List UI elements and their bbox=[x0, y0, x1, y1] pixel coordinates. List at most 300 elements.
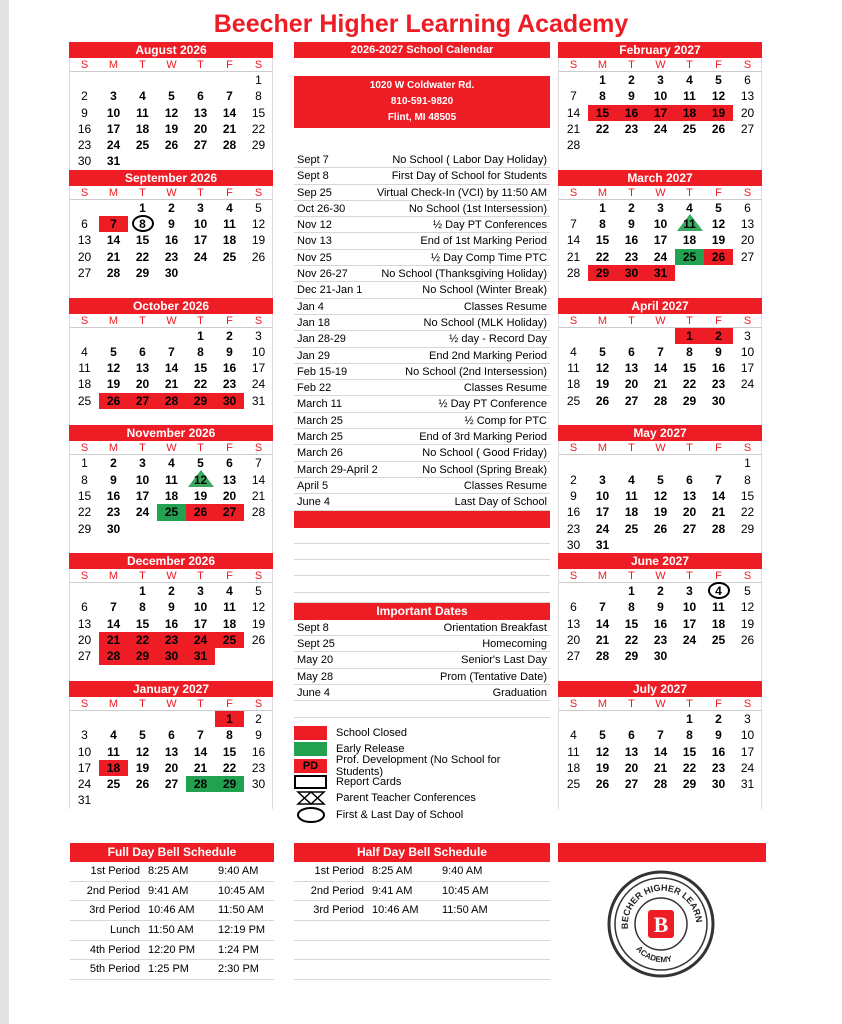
calendar-day: 13 bbox=[682, 488, 697, 503]
month-calendar bbox=[558, 298, 762, 426]
calendar-day: 1 bbox=[744, 456, 751, 471]
calendar-day: 25 bbox=[157, 504, 186, 520]
calendar-day: 31 bbox=[740, 777, 755, 792]
weekday-label: S bbox=[733, 314, 762, 328]
calendar-day: 8 bbox=[744, 472, 751, 487]
calendar-empty-cell bbox=[99, 328, 128, 344]
calendar-empty-cell bbox=[733, 281, 762, 297]
calendar-day: 25 bbox=[682, 121, 697, 136]
event-row bbox=[294, 478, 550, 494]
period-name: 4th Period bbox=[89, 943, 140, 956]
calendar-day: 25 bbox=[566, 777, 581, 792]
calendar-day: 27 bbox=[740, 121, 755, 136]
calendar-day: 17 bbox=[653, 233, 668, 248]
calendar-day: 4 bbox=[628, 472, 635, 487]
calendar-day: 19 bbox=[135, 760, 150, 775]
calendar-empty-cell bbox=[99, 711, 128, 727]
weekday-label: S bbox=[70, 58, 99, 72]
calendar-day: 24 bbox=[653, 121, 668, 136]
calendar-day: 26 bbox=[711, 121, 726, 136]
calendar-day: 22 bbox=[624, 633, 639, 648]
weekday-label: T bbox=[675, 186, 704, 200]
weekday-label: F bbox=[215, 441, 244, 455]
calendar-day: 10 bbox=[77, 744, 92, 759]
event-date: Feb 15-19 bbox=[297, 365, 348, 378]
weekday-label: M bbox=[99, 186, 128, 200]
calendar-day: 8 bbox=[255, 89, 262, 104]
month-calendar bbox=[69, 170, 273, 298]
event-date: Oct 26-30 bbox=[297, 202, 346, 215]
calendar-day: 8 bbox=[628, 600, 635, 615]
weekday-label: M bbox=[588, 441, 617, 455]
event-description: End of 3rd Marking Period bbox=[419, 431, 547, 444]
weekday-label: S bbox=[244, 569, 273, 583]
calendar-day: 22 bbox=[740, 505, 755, 520]
weekday-label: M bbox=[99, 441, 128, 455]
calendar-day: 1 bbox=[81, 456, 88, 471]
event-description: Classes Resume bbox=[463, 300, 547, 313]
weekday-label: S bbox=[559, 314, 588, 328]
month-heading: February 2027 bbox=[558, 42, 762, 58]
event-description: ½ Comp for PTC bbox=[464, 414, 547, 427]
weekday-label: T bbox=[186, 58, 215, 72]
calendar-empty-cell bbox=[215, 648, 244, 664]
calendar-empty-cell bbox=[675, 455, 704, 471]
calendar-day: 15 bbox=[135, 616, 150, 631]
calendar-day: 27 bbox=[164, 777, 179, 792]
calendar-day: 28 bbox=[566, 265, 581, 280]
calendar-day: 5 bbox=[255, 584, 262, 599]
half-day-bell-schedule bbox=[294, 843, 550, 980]
calendar-day: 16 bbox=[222, 361, 237, 376]
event-row bbox=[294, 364, 550, 380]
calendar-day: 28 bbox=[99, 648, 128, 664]
calendar-day: 13 bbox=[135, 361, 150, 376]
event-description: No School ( Good Friday) bbox=[422, 447, 547, 460]
weekday-label: T bbox=[675, 314, 704, 328]
important-date: June 4 bbox=[297, 686, 331, 699]
calendar-day: 10 bbox=[251, 344, 266, 359]
legend-ptc: Parent Teacher Conferences bbox=[294, 790, 550, 806]
calendar-empty-cell bbox=[733, 409, 762, 425]
period-name: 5th Period bbox=[89, 963, 140, 976]
period-name: 3rd Period bbox=[313, 904, 364, 917]
calendar-day: 2 bbox=[110, 456, 117, 471]
calendar-day: 13 bbox=[624, 744, 639, 759]
weekday-label: S bbox=[244, 186, 273, 200]
weekday-label: T bbox=[186, 441, 215, 455]
calendar-day: 21 bbox=[164, 377, 179, 392]
calendar-empty-cell bbox=[70, 72, 99, 88]
calendar-day: 4 bbox=[686, 200, 693, 215]
calendar-day: 20 bbox=[77, 633, 92, 648]
calendar-day: 6 bbox=[226, 456, 233, 471]
event-row bbox=[294, 168, 550, 184]
calendar-day: 18 bbox=[566, 760, 581, 775]
month-heading: October 2026 bbox=[69, 298, 273, 314]
calendar-day: 10 bbox=[740, 344, 755, 359]
event-row bbox=[294, 494, 550, 510]
calendar-day: 29 bbox=[251, 138, 266, 153]
event-description: Classes Resume bbox=[463, 382, 547, 395]
event-row bbox=[294, 315, 550, 331]
calendar-day: 26 bbox=[595, 393, 610, 408]
weekday-label: T bbox=[617, 569, 646, 583]
calendar-empty-cell bbox=[733, 393, 762, 409]
calendar-empty-cell bbox=[588, 665, 617, 681]
calendar-day: 9 bbox=[570, 488, 577, 503]
calendar-day: 5 bbox=[139, 728, 146, 743]
important-date-description: Homecoming bbox=[482, 638, 547, 651]
important-date-row bbox=[294, 636, 550, 652]
right-calendar-column bbox=[558, 42, 762, 809]
weekday-label: W bbox=[646, 58, 675, 72]
calendar-day: 17 bbox=[135, 488, 150, 503]
event-row bbox=[294, 201, 550, 217]
calendar-empty-cell bbox=[588, 328, 617, 344]
weekday-label: T bbox=[186, 697, 215, 711]
weekday-label: S bbox=[70, 697, 99, 711]
calendar-day: 2 bbox=[704, 328, 733, 344]
calendar-empty-cell bbox=[244, 281, 273, 297]
calendar-day: 6 bbox=[744, 73, 751, 87]
calendar-day: 24 bbox=[106, 138, 121, 153]
calendar-day: 21 bbox=[711, 505, 726, 520]
calendar-day: 16 bbox=[106, 488, 121, 503]
important-date-description: Graduation bbox=[492, 686, 547, 699]
weekday-label: F bbox=[704, 314, 733, 328]
calendar-empty-cell bbox=[128, 792, 157, 808]
weekday-label: M bbox=[99, 58, 128, 72]
weekday-label: S bbox=[244, 441, 273, 455]
bell-row bbox=[70, 960, 274, 980]
calendar-day: 1 bbox=[599, 200, 606, 215]
weekday-label: T bbox=[617, 314, 646, 328]
calendar-day: 20 bbox=[566, 633, 581, 648]
calendar-day: 29 bbox=[77, 521, 92, 536]
calendar-day: 24 bbox=[251, 377, 266, 392]
calendar-day: 22 bbox=[135, 249, 150, 264]
calendar-day: 18 bbox=[675, 105, 704, 121]
weekday-label: M bbox=[588, 697, 617, 711]
weekday-label: T bbox=[128, 186, 157, 200]
calendar-day: 20 bbox=[682, 505, 697, 520]
calendar-day: 23 bbox=[157, 632, 186, 648]
calendar-day: 17 bbox=[740, 744, 755, 759]
calendar-day: 26 bbox=[135, 777, 150, 792]
calendar-day: 11 bbox=[683, 89, 696, 104]
calendar-day: 26 bbox=[595, 777, 610, 792]
calendar-day: 5 bbox=[197, 456, 204, 471]
weekday-label: S bbox=[559, 186, 588, 200]
event-date: Jan 28-29 bbox=[297, 333, 346, 346]
calendar-day: 29 bbox=[682, 777, 697, 792]
weekday-label: T bbox=[675, 569, 704, 583]
important-date: May 28 bbox=[297, 670, 334, 683]
weekday-label: S bbox=[733, 58, 762, 72]
calendar-day: 3 bbox=[599, 472, 606, 487]
calendar-empty-cell bbox=[128, 328, 157, 344]
calendar-day: 9 bbox=[81, 105, 88, 120]
weekday-label: T bbox=[617, 697, 646, 711]
calendar-day: 30 bbox=[617, 265, 646, 281]
calendar-day: 14 bbox=[106, 616, 121, 631]
calendar-day: 22 bbox=[77, 505, 92, 520]
calendar-day: 8 bbox=[128, 216, 157, 232]
month-calendar bbox=[558, 425, 762, 553]
calendar-day: 22 bbox=[682, 760, 697, 775]
weekday-label: M bbox=[588, 314, 617, 328]
calendar-day: 6 bbox=[686, 472, 693, 487]
event-date: Jan 4 bbox=[297, 300, 324, 313]
weekday-label: S bbox=[733, 186, 762, 200]
calendar-day: 17 bbox=[595, 505, 610, 520]
calendar-day: 7 bbox=[657, 728, 664, 743]
event-row bbox=[294, 266, 550, 282]
svg-text:B: B bbox=[653, 912, 669, 937]
event-description: Classes Resume bbox=[463, 479, 547, 492]
calendar-empty-cell bbox=[70, 281, 99, 297]
period-name: 1st Period bbox=[90, 865, 140, 877]
calendar-day: 17 bbox=[106, 121, 121, 136]
calendar-empty-cell bbox=[617, 711, 646, 727]
calendar-empty-cell bbox=[186, 537, 215, 553]
month-calendar bbox=[558, 170, 762, 298]
calendar-day: 7 bbox=[570, 89, 577, 104]
calendar-day: 30 bbox=[106, 521, 121, 536]
month-calendar bbox=[558, 681, 762, 809]
calendar-empty-cell bbox=[559, 583, 588, 599]
calendar-empty-cell bbox=[559, 281, 588, 297]
calendar-empty-cell bbox=[157, 521, 186, 537]
calendar-empty-cell bbox=[646, 153, 675, 169]
event-row bbox=[294, 380, 550, 396]
weekday-label: M bbox=[588, 186, 617, 200]
calendar-day: 12 bbox=[135, 744, 150, 759]
weekday-label: T bbox=[128, 314, 157, 328]
calendar-day: 4 bbox=[139, 89, 146, 104]
calendar-day: 18 bbox=[566, 377, 581, 392]
calendar-day: 1 bbox=[628, 584, 635, 599]
calendar-day: 8 bbox=[686, 344, 693, 359]
calendar-empty-cell bbox=[675, 792, 704, 808]
calendar-day: 15 bbox=[193, 361, 208, 376]
event-row bbox=[294, 462, 550, 478]
calendar-empty-cell bbox=[70, 409, 99, 425]
calendar-day: 7 bbox=[715, 472, 722, 487]
calendar-day: 3 bbox=[110, 89, 117, 104]
calendar-empty-cell bbox=[70, 328, 99, 344]
calendar-day: 19 bbox=[595, 760, 610, 775]
weekday-label: S bbox=[559, 441, 588, 455]
calendar-empty-cell bbox=[704, 137, 733, 153]
calendar-empty-cell bbox=[675, 537, 704, 553]
calendar-day: 13 bbox=[740, 89, 755, 104]
calendar-empty-cell bbox=[215, 72, 244, 88]
weekday-label: T bbox=[186, 186, 215, 200]
calendar-day: 19 bbox=[711, 233, 726, 248]
calendar-day: 12 bbox=[106, 361, 121, 376]
month-heading: May 2027 bbox=[558, 425, 762, 441]
calendar-day: 23 bbox=[624, 121, 639, 136]
weekday-label: W bbox=[157, 58, 186, 72]
calendar-empty-cell bbox=[157, 72, 186, 88]
end-time: 10:45 AM bbox=[442, 884, 489, 897]
calendar-empty-cell bbox=[617, 665, 646, 681]
calendar-day: 6 bbox=[744, 200, 751, 215]
calendar-empty-cell bbox=[646, 665, 675, 681]
calendar-day: 5 bbox=[657, 472, 664, 487]
calendar-day: 14 bbox=[106, 233, 121, 248]
important-date: Sept 8 bbox=[297, 621, 329, 634]
calendar-empty-cell bbox=[733, 665, 762, 681]
calendar-day: 4 bbox=[81, 344, 88, 359]
calendar-day: 27 bbox=[566, 649, 581, 664]
calendar-empty-cell bbox=[646, 137, 675, 153]
calendar-day: 15 bbox=[135, 233, 150, 248]
weekday-label: W bbox=[646, 697, 675, 711]
calendar-empty-cell bbox=[186, 153, 215, 169]
month-calendar bbox=[69, 42, 273, 170]
weekday-label: S bbox=[559, 569, 588, 583]
end-time: 11:50 AM bbox=[218, 904, 264, 917]
calendar-day: 24 bbox=[740, 377, 755, 392]
calendar-day: 12 bbox=[711, 89, 726, 104]
calendar-day: 6 bbox=[570, 600, 577, 615]
calendar-day: 4 bbox=[570, 728, 577, 743]
event-date: Nov 25 bbox=[297, 251, 332, 264]
calendar-day: 8 bbox=[197, 344, 204, 359]
calendar-day: 27 bbox=[740, 249, 755, 264]
calendar-empty-cell bbox=[215, 792, 244, 808]
calendar-day: 16 bbox=[617, 105, 646, 121]
calendar-empty-cell bbox=[215, 537, 244, 553]
calendar-day: 29 bbox=[624, 649, 639, 664]
calendar-day: 1 bbox=[686, 711, 693, 726]
calendar-day: 14 bbox=[595, 616, 610, 631]
weekday-label: F bbox=[215, 697, 244, 711]
calendar-day: 1 bbox=[675, 328, 704, 344]
calendar-empty-cell bbox=[244, 153, 273, 169]
calendar-day: 29 bbox=[128, 648, 157, 664]
weekday-label: W bbox=[646, 314, 675, 328]
calendar-day: 10 bbox=[106, 105, 121, 120]
weekday-label: S bbox=[70, 186, 99, 200]
calendar-empty-cell bbox=[675, 137, 704, 153]
pd-swatch: PD bbox=[294, 759, 327, 773]
weekday-label: F bbox=[704, 569, 733, 583]
event-date: Feb 22 bbox=[297, 382, 332, 395]
calendar-empty-cell bbox=[128, 72, 157, 88]
calendar-day: 22 bbox=[595, 121, 610, 136]
event-description: End 2nd Marking Period bbox=[428, 349, 547, 362]
calendar-day: 20 bbox=[135, 377, 150, 392]
event-date: Jan 29 bbox=[297, 349, 331, 362]
calendar-day: 30 bbox=[653, 649, 668, 664]
calendar-day: 10 bbox=[682, 600, 697, 615]
event-date: Sept 8 bbox=[297, 170, 329, 183]
important-dates-list bbox=[294, 620, 550, 701]
calendar-empty-cell bbox=[157, 665, 186, 681]
calendar-day: 20 bbox=[740, 105, 755, 120]
left-margin-bar bbox=[0, 0, 9, 1024]
calendar-day: 30 bbox=[164, 265, 179, 280]
weekday-label: S bbox=[559, 58, 588, 72]
calendar-empty-cell bbox=[99, 281, 128, 297]
start-time: 8:25 AM bbox=[372, 865, 413, 877]
calendar-day: 28 bbox=[106, 265, 121, 280]
weekday-label: T bbox=[128, 441, 157, 455]
event-description: ½ Day PT Conferences bbox=[432, 219, 547, 232]
calendar-day: 8 bbox=[81, 472, 88, 487]
calendar-day: 14 bbox=[193, 744, 208, 759]
calendar-day: 5 bbox=[599, 344, 606, 359]
calendar-day: 28 bbox=[186, 776, 215, 792]
start-time: 11:50 AM bbox=[148, 924, 194, 937]
calendar-day: 15 bbox=[682, 361, 697, 376]
weekday-label: M bbox=[99, 569, 128, 583]
calendar-empty-cell bbox=[215, 153, 244, 169]
weekday-label: M bbox=[588, 569, 617, 583]
calendar-day: 12 bbox=[740, 600, 755, 615]
calendar-day: 2 bbox=[226, 328, 233, 343]
calendar-empty-cell bbox=[704, 265, 733, 281]
calendar-day: 27 bbox=[624, 393, 639, 408]
calendar-empty-cell bbox=[99, 583, 128, 599]
calendar-empty-cell bbox=[215, 409, 244, 425]
calendar-day: 2 bbox=[570, 472, 577, 487]
calendar-day: 4 bbox=[226, 584, 233, 599]
event-row bbox=[294, 299, 550, 315]
calendar-day: 21 bbox=[566, 249, 581, 264]
calendar-day: 12 bbox=[711, 217, 726, 232]
red-swatch bbox=[294, 726, 327, 740]
calendar-day: 26 bbox=[164, 138, 179, 153]
calendar-day: 15 bbox=[588, 105, 617, 121]
calendar-day: 21 bbox=[595, 633, 610, 648]
calendar-day: 5 bbox=[715, 73, 722, 87]
calendar-day: 5 bbox=[255, 200, 262, 215]
calendar-day: 7 bbox=[226, 89, 233, 104]
end-time: 9:40 AM bbox=[218, 865, 259, 877]
calendar-empty-cell bbox=[559, 409, 588, 425]
calendar-empty-cell bbox=[186, 711, 215, 727]
calendar-day: 21 bbox=[566, 121, 581, 136]
event-date: Jan 18 bbox=[297, 316, 331, 329]
calendar-day: 1 bbox=[215, 711, 244, 727]
calendar-empty-cell bbox=[588, 711, 617, 727]
weekday-label: T bbox=[675, 441, 704, 455]
calendar-day: 18 bbox=[77, 377, 92, 392]
calendar-day: 17 bbox=[682, 616, 697, 631]
svg-text:ACADEMY: ACADEMY bbox=[634, 944, 673, 965]
calendar-empty-cell bbox=[128, 711, 157, 727]
event-row bbox=[294, 331, 550, 347]
calendar-day: 19 bbox=[251, 233, 266, 248]
calendar-empty-cell bbox=[675, 648, 704, 664]
calendar-empty-cell bbox=[617, 328, 646, 344]
calendar-empty-cell bbox=[157, 409, 186, 425]
weekday-label: F bbox=[215, 186, 244, 200]
calendar-day: 16 bbox=[711, 361, 726, 376]
calendar-empty-cell bbox=[128, 521, 157, 537]
calendar-day: 17 bbox=[646, 105, 675, 121]
calendar-empty-cell bbox=[157, 281, 186, 297]
calendar-day: 8 bbox=[139, 600, 146, 615]
event-row bbox=[294, 445, 550, 461]
calendar-day: 4 bbox=[168, 456, 175, 471]
calendar-empty-cell bbox=[704, 792, 733, 808]
